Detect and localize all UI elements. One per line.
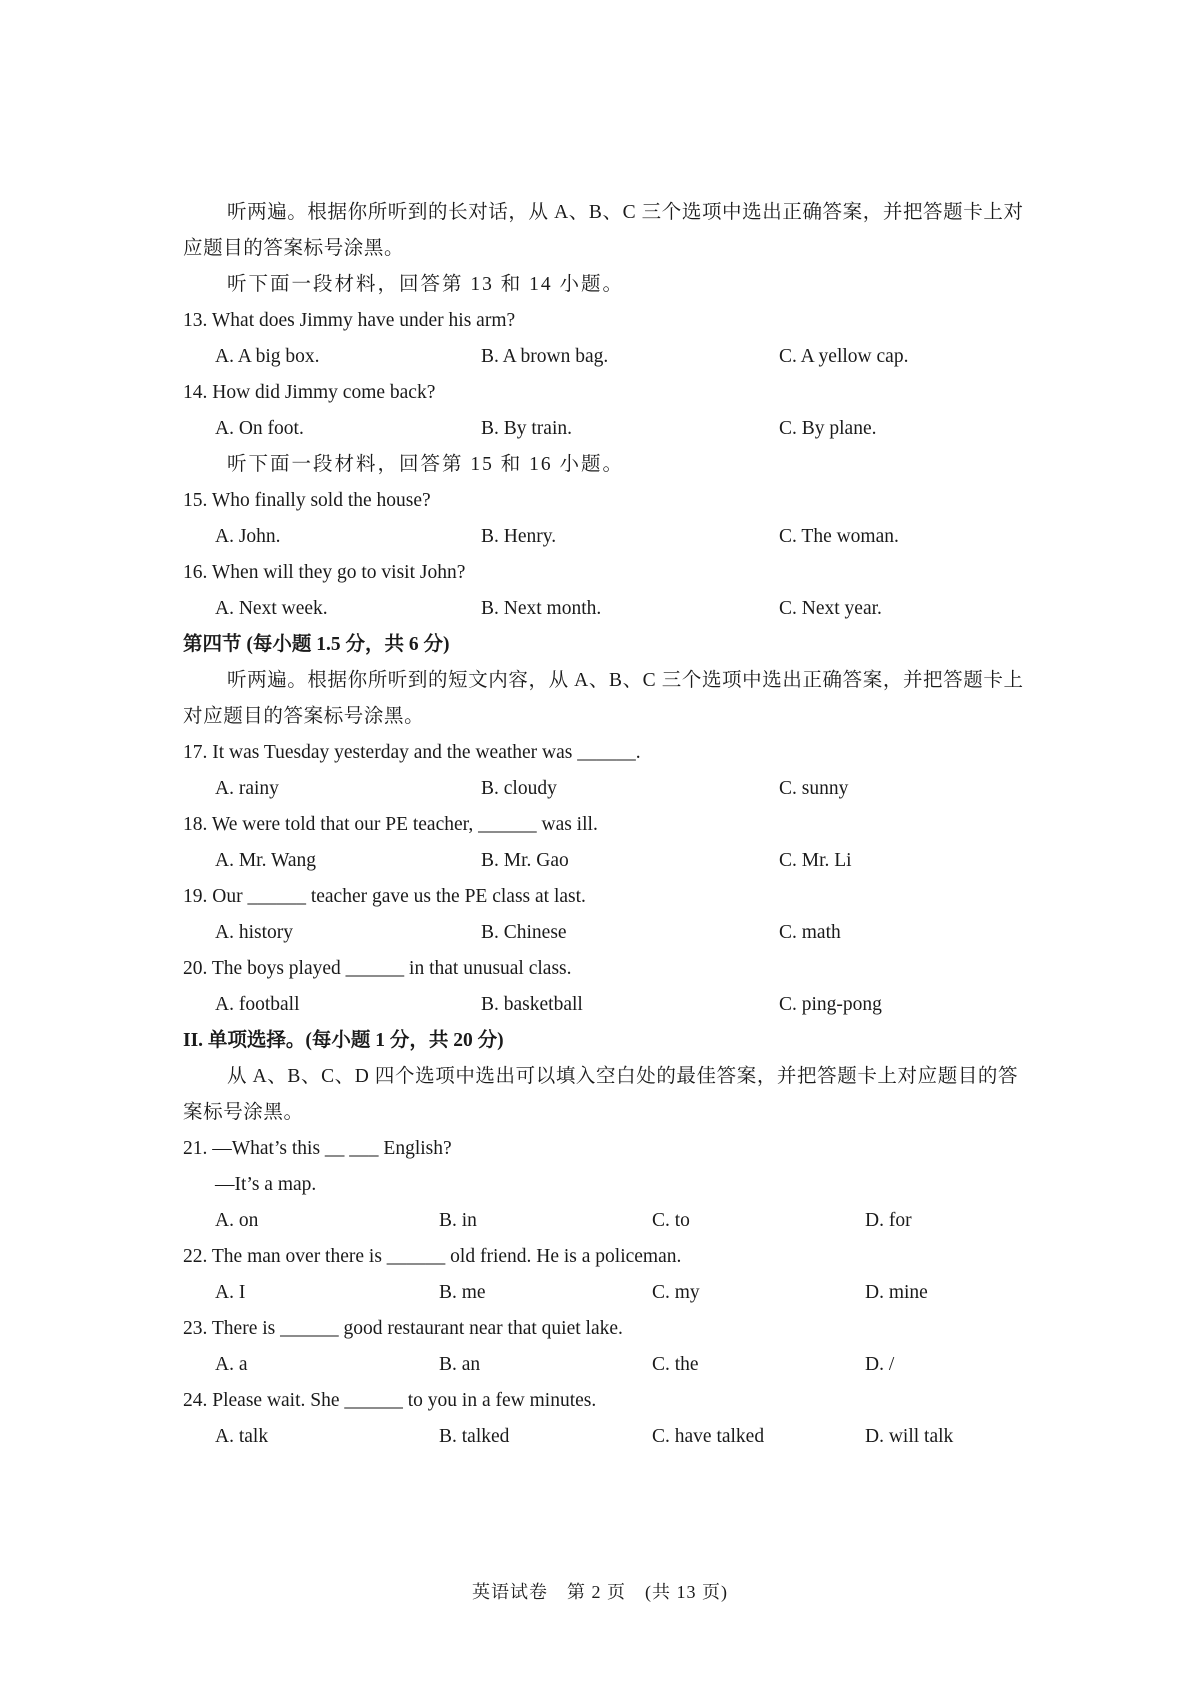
question-24-options: [183, 1419, 1035, 1455]
option-a: A. John.: [215, 526, 281, 547]
option-b: B. Mr. Gao: [481, 850, 569, 871]
question-20-options: [183, 987, 1035, 1023]
option-c: C. to: [652, 1210, 690, 1231]
option-a: A. A big box.: [215, 346, 320, 367]
option-a: A. On foot.: [215, 418, 304, 439]
question-14-stem: 14. How did Jimmy come back?: [183, 382, 436, 403]
question-23-stem: 23. There is ______ good restaurant near that quiet lake.: [183, 1318, 623, 1339]
option-c: C. sunny: [779, 778, 849, 799]
question-18-stem: 18. We were told that our PE teacher, ______ was ill.: [183, 814, 598, 835]
option-b: B. Henry.: [481, 526, 557, 547]
exam-page: [183, 195, 1035, 1455]
question-18-options: [183, 843, 1035, 879]
option-d: D. for: [865, 1210, 912, 1231]
question-16-options: [183, 591, 1035, 627]
option-a: A. history: [215, 922, 293, 943]
option-c: C. ping-pong: [779, 994, 882, 1015]
option-b: B. A brown bag.: [481, 346, 609, 367]
option-b: B. Chinese: [481, 922, 567, 943]
option-b: B. basketball: [481, 994, 583, 1015]
option-b: B. me: [439, 1282, 486, 1303]
option-a: A. Next week.: [215, 598, 328, 619]
option-a: A. football: [215, 994, 300, 1015]
question-19-options: [183, 915, 1035, 951]
option-c: C. the: [652, 1354, 699, 1375]
question-14-options: [183, 411, 1035, 447]
page-footer: 英语试卷 第 2 页 (共 13 页): [472, 1582, 728, 1602]
part-2-heading: II. 单项选择。(每小题 1 分，共 20 分): [183, 1030, 504, 1051]
section-4-instruction: 听两遍。根据你所听到的短文内容，从 A、B、C 三个选项中选出正确答案，并把答题卡上对应题目的答案标号涂黑。: [183, 670, 1024, 727]
listening-instruction: 听两遍。根据你所听到的长对话，从 A、B、C 三个选项中选出正确答案，并把答题卡上对应题目的答案标号涂黑。: [183, 202, 1024, 259]
option-d: D. will talk: [865, 1426, 954, 1447]
option-c: C. The woman.: [779, 526, 899, 547]
option-d: D. /: [865, 1354, 895, 1375]
option-c: C. math: [779, 922, 841, 943]
option-a: A. rainy: [215, 778, 279, 799]
question-17-stem: 17. It was Tuesday yesterday and the weather was ______.: [183, 742, 641, 763]
question-13-options: [183, 339, 1035, 375]
question-24-stem: 24. Please wait. She ______ to you in a few minutes.: [183, 1390, 597, 1411]
question-21-options: [183, 1203, 1035, 1239]
option-c: C. have talked: [652, 1426, 765, 1447]
option-a: A. a: [215, 1354, 248, 1375]
material-note: 听下面一段材料，回答第 13 和 14 小题。: [227, 274, 625, 295]
question-16-stem: 16. When will they go to visit John?: [183, 562, 466, 583]
option-c: C. Next year.: [779, 598, 882, 619]
option-b: B. By train.: [481, 418, 572, 439]
question-13-stem: 13. What does Jimmy have under his arm?: [183, 310, 516, 331]
option-d: D. mine: [865, 1282, 928, 1303]
question-20-stem: 20. The boys played ______ in that unusual class.: [183, 958, 572, 979]
question-22-options: [183, 1275, 1035, 1311]
question-21-stem: 21. —What’s this __ ___ English?: [183, 1138, 452, 1159]
option-b: B. in: [439, 1210, 477, 1231]
question-15-options: [183, 519, 1035, 555]
question-19-stem: 19. Our ______ teacher gave us the PE class at last.: [183, 886, 586, 907]
question-23-options: [183, 1347, 1035, 1383]
option-c: C. my: [652, 1282, 700, 1303]
option-c: C. By plane.: [779, 418, 877, 439]
option-a: A. talk: [215, 1426, 269, 1447]
section-4-heading: 第四节 (每小题 1.5 分，共 6 分): [183, 634, 450, 655]
question-17-options: [183, 771, 1035, 807]
option-a: A. Mr. Wang: [215, 850, 316, 871]
option-c: C. A yellow cap.: [779, 346, 909, 367]
option-a: A. I: [215, 1282, 246, 1303]
part-2-instruction: 从 A、B、C、D 四个选项中选出可以填入空白处的最佳答案，并把答题卡上对应题目的答案标号涂黑。: [183, 1066, 1019, 1123]
question-15-stem: 15. Who finally sold the house?: [183, 490, 431, 511]
option-a: A. on: [215, 1210, 259, 1231]
option-b: B. Next month.: [481, 598, 602, 619]
option-c: C. Mr. Li: [779, 850, 852, 871]
option-b: B. talked: [439, 1426, 510, 1447]
question-21-reply: —It’s a map.: [215, 1174, 317, 1195]
question-22-stem: 22. The man over there is ______ old friend. He is a policeman.: [183, 1246, 682, 1267]
option-b: B. an: [439, 1354, 481, 1375]
option-b: B. cloudy: [481, 778, 557, 799]
material-note: 听下面一段材料，回答第 15 和 16 小题。: [227, 454, 625, 475]
